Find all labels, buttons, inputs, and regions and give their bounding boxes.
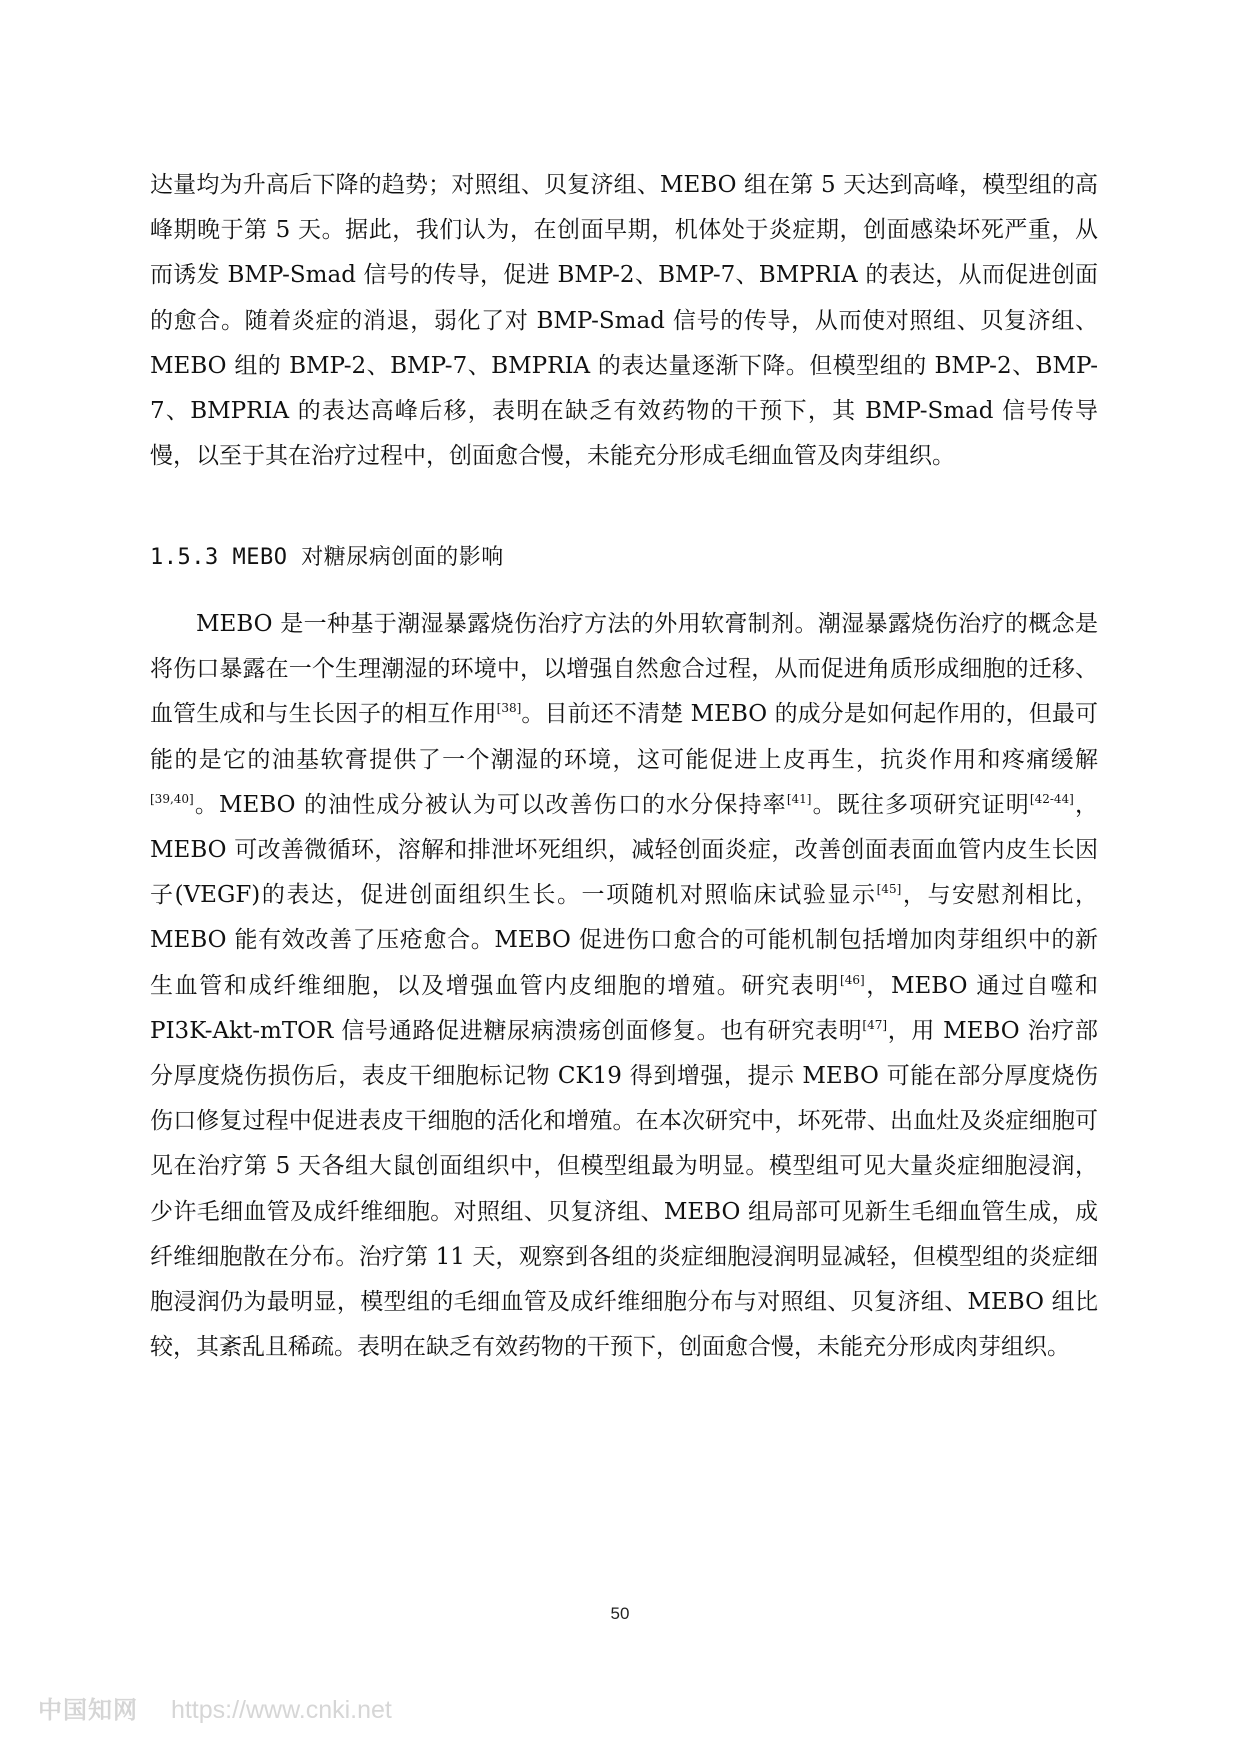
paragraph-text: 。既往多项研究证明: [811, 791, 1030, 818]
paragraph-text: MEBO 是一种基于潮湿暴露烧伤治疗方法的外用软膏制剂。潮湿暴露烧伤治疗的概念是将伤口暴露在一个生理潮湿的环境中，以增强自然愈合过程，从而促进角质形成细胞的迁移、血管生成和与生长因子的相互作用: [150, 611, 1098, 728]
citation-ref[interactable]: [46]: [840, 972, 865, 987]
citation-ref[interactable]: [47]: [862, 1017, 888, 1032]
citation-ref[interactable]: [41]: [786, 791, 812, 806]
paragraph-text: ，与安慰剂相比，MEBO 能有效改善了压疮愈合。MEBO 促进伤口愈合的可能机制包括增加肉芽组织中的新生血管和成纤维细胞，以及增强血管内皮细胞的增殖。研究表明: [150, 882, 1098, 999]
paragraph-text: ，MEBO 通过自噬和 PI3K-Akt-mTOR 信号通路促进糖尿病溃疡创面修复。也有研究表明: [150, 972, 1098, 1044]
cnki-watermark: [38, 1690, 392, 1724]
paragraph-text: ，用 MEBO 治疗部分厚度烧伤损伤后，表皮干细胞标记物 CK19 得到增强，提示 MEBO 可能在部分厚度烧伤伤口修复过程中促进表皮干细胞的活化和增殖。在本次研究中，坏死带、出血灶及炎症细胞可见在治疗第 5 天各组大鼠创面组织中，但模型组最为明显。模型组可见大量炎症细胞浸润，少许毛细血管及成纤维细胞。对照组、贝复济组、MEBO 组局部可见新生毛细血管生成，成纤维细胞散在分布。治疗第 11 天，观察到各组的炎症细胞浸润明显减轻，但模型组的炎症细胞浸润仍为最明显，模型组的毛细血管及成纤维细胞分布与对照组、贝复济组、MEBO 组比较，其紊乱且稀疏。表明在缺乏有效药物的干预下，创面愈合慢，未能充分形成肉芽组织。: [150, 1017, 1098, 1361]
citation-ref[interactable]: [45]: [876, 882, 902, 897]
body-paragraph: 达量均为升高后下降的趋势；对照组、贝复济组、MEBO 组在第 5 天达到高峰，模型组的高峰期晚于第 5 天。据此，我们认为，在创面早期，机体处于炎症期，创面感染坏死严重，从而诱发 BMP-Smad 信号的传导，促进 BMP-2、BMP-7、BMPRIA 的表达，从而促进创面的愈合。随着炎症的消退，弱化了对 BMP-Smad 信号的传导，从而使对照组、贝复济组、MEBO 组的 BMP-2、BMP-7、BMPRIA 的表达量逐渐下降。但模型组的 BMP-2、BMP-7、BMPRIA 的表达高峰后移，表明在缺乏有效药物的干预下，其 BMP-Smad 信号传导慢，以至于其在治疗过程中，创面愈合慢，未能充分形成毛细血管及肉芽组织。: [150, 172, 1098, 470]
page-number: 50: [610, 1604, 630, 1623]
watermark-url: https://www.cnki.net: [170, 1696, 392, 1724]
citation-ref[interactable]: [39,40]: [150, 791, 194, 806]
citation-ref[interactable]: [42-44]: [1029, 791, 1074, 806]
paragraph-text: 。MEBO 的油性成分被认为可以改善伤口的水分保持率: [193, 791, 787, 818]
paragraph-text: 。目前还不清楚 MEBO 的成分是如何起作用的，但最可能的是它的油基软膏提供了一个潮湿的环境，这可能促进上皮再生，抗炎作用和疼痛缓解: [150, 701, 1099, 773]
paragraph-text: ，MEBO 可改善微循环，溶解和排泄坏死组织，减轻创面炎症，改善创面表面血管内皮生长因子(VEGF)的表达，促进创面组织生长。一项随机对照临床试验显示: [150, 791, 1099, 909]
citation-ref[interactable]: [38]: [496, 701, 522, 716]
cnki-logo: 中国知网: [38, 1696, 138, 1724]
body-paragraph: [150, 602, 1098, 1370]
section-heading: 1.5.3 MEBO 对糖尿病创面的影响: [150, 545, 504, 570]
